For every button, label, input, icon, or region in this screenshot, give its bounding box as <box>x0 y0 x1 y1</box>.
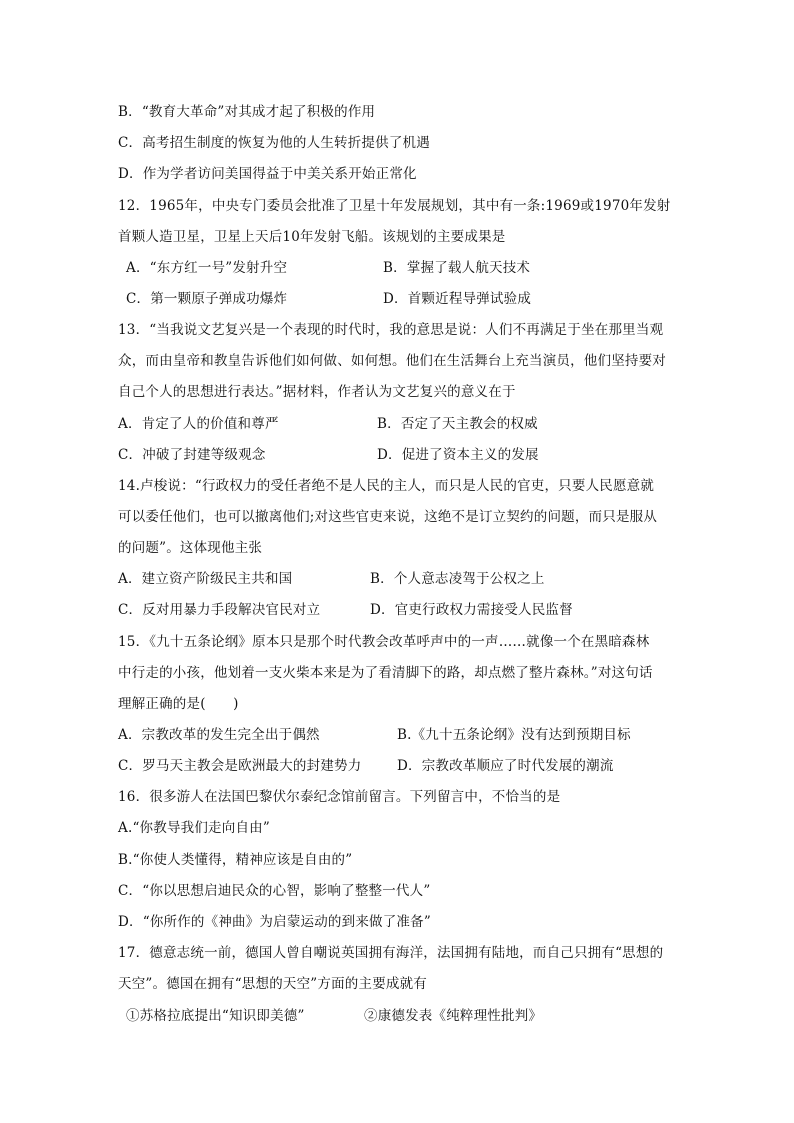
q12-option-d: D．首颗近程导弹试验成 <box>383 291 532 307</box>
q16-stem: 16．很多游人在法国巴黎伏尔泰纪念馆前留言。下列留言中，不恰当的是 <box>118 789 561 805</box>
q17-statement-2: ②康德发表《纯粹理性批判》 <box>364 1008 543 1024</box>
q11-option-d: D．作为学者访问美国得益于中美关系开始正常化 <box>118 166 417 182</box>
q13-option-d: D．促进了资本主义的发展 <box>377 447 539 463</box>
q15-option-b: B.《九十五条论纲》没有达到预期目标 <box>397 727 631 743</box>
q13-stem-line1: 13．“当我说文艺复兴是一个表现的时代时，我的意思是说：人们不再满足于坐在那里当观 <box>118 322 664 338</box>
q14-stem-line3: 的问题”。这体现他主张 <box>118 540 263 556</box>
q17-statement-1: ①苏格拉底提出“知识即美德” <box>126 1008 305 1024</box>
q12-option-a: A．“东方红一号”发射升空 <box>126 260 288 276</box>
q12-option-b: B．掌握了载人航天技术 <box>383 260 531 276</box>
q15-option-c: C．罗马天主教会是欧洲最大的封建势力 <box>118 758 362 774</box>
q15-option-a: A．宗教改革的发生完全出于偶然 <box>118 727 320 743</box>
q17-stem-line1: 17．德意志统一前，德国人曾自嘲说英国拥有海洋，法国拥有陆地，而自己只拥有“思想的 <box>118 945 664 961</box>
q13-option-a: A．肯定了人的价值和尊严 <box>118 416 279 432</box>
q16-option-a: A.“你教导我们走向自由” <box>118 820 270 836</box>
q14-option-c: C．反对用暴力手段解决官民对立 <box>118 602 321 618</box>
q14-option-d: D．官吏行政权力需接受人民监督 <box>370 602 573 618</box>
q15-option-d: D．宗教改革顺应了时代发展的潮流 <box>397 758 614 774</box>
q13-option-c: C．冲破了封建等级观念 <box>118 447 266 463</box>
q14-option-b: B．个人意志凌驾于公权之上 <box>370 571 545 587</box>
q17-stem-line2: 天空”。德国在拥有“思想的天空”方面的主要成就有 <box>118 976 428 992</box>
q14-stem-line2: 可以委任他们，也可以撤离他们;对这些官吏来说，这绝不是订立契约的问题，而只是服从 <box>118 509 658 525</box>
q11-option-b: B．“教育大革命”对其成才起了积极的作用 <box>118 104 376 120</box>
q11-option-c: C．高考招生制度的恢复为他的人生转折提供了机遇 <box>118 135 430 151</box>
q16-option-d: D．“你所作的《神曲》为启蒙运动的到来做了准备” <box>118 914 431 930</box>
q14-stem-line1: 14.卢梭说：“行政权力的受任者绝不是人民的主人，而只是人民的官吏，只要人民愿意就 <box>118 478 655 494</box>
q13-stem-line2: 众，而由皇帝和教皇告诉他们如何做、如何想。他们在生活舞台上充当演员，他们坚持要对 <box>118 353 666 369</box>
q13-stem-line3: 自己个人的思想进行表达。”据材料，作者认为文艺复兴的意义在于 <box>118 384 516 400</box>
q12-stem-line1: 12．1965年，中央专门委员会批准了卫星十年发展规划，其中有一条:1969或1970年发射 <box>118 198 671 214</box>
q12-option-c: C．第一颗原子弹成功爆炸 <box>126 291 288 307</box>
q16-option-c: C．“你以思想启迪民众的心智，影响了整整一代人” <box>118 883 431 899</box>
q12-stem-line2: 首颗人造卫星，卫星上天后10年发射飞船。该规划的主要成果是 <box>118 229 506 245</box>
q15-stem-line2: 中行走的小孩，他划着一支火柴本来是为了看清脚下的路，却点燃了整片森林。”对这句话 <box>118 665 653 681</box>
q14-option-a: A．建立资产阶级民主共和国 <box>118 571 293 587</box>
q13-option-b: B．否定了天主教会的权威 <box>377 416 538 432</box>
q16-option-b: B.“你使人类懂得，精神应该是自由的” <box>118 852 353 868</box>
q15-stem-line1: 15．《九十五条论纲》原本只是那个时代教会改革呼声中的一声……就像一个在黑暗森林 <box>118 634 650 650</box>
q15-stem-line3: 理解正确的是( ) <box>118 696 239 712</box>
